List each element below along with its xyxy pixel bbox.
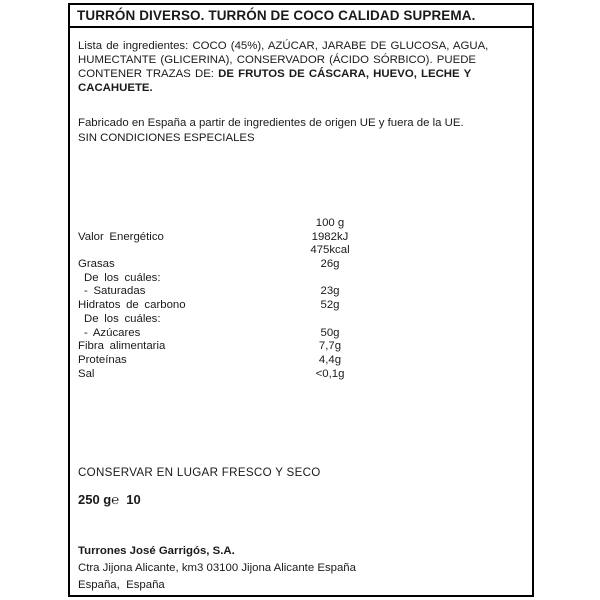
nutrition-row — [70, 244, 532, 258]
nutrition-value: 7,7g — [318, 340, 342, 353]
nutrition-row — [70, 354, 532, 368]
product-title: TURRÓN DIVERSO. TURRÓN DE COCO CALIDAD SUPREMA. — [70, 5, 532, 28]
ingredients-allergens: DE FRUTOS DE CÁSCARA, HUEVO, LECHE Y CACAHUETE. — [78, 68, 476, 94]
nutrition-row — [70, 327, 532, 341]
nutrition-value: 26g — [320, 258, 340, 271]
net-weight: 250 g℮ 10 — [78, 492, 141, 507]
nutrition-label: Proteínas — [78, 353, 127, 366]
nutrition-value: 50g — [320, 326, 340, 339]
nutrition-value: 52g — [320, 299, 340, 312]
nutrition-value: 1982kJ — [311, 230, 349, 243]
nutrition-value: 4,4g — [318, 353, 342, 366]
origin-line: Fabricado en España a partir de ingredientes de origen UE y fuera de la UE. — [78, 117, 464, 129]
manufacturer-address-2: España, España — [78, 578, 165, 591]
nutrition-label: - Saturadas — [84, 285, 146, 298]
nutrition-label: Valor Energético — [78, 230, 164, 243]
nutrition-label: De los cuáles: — [84, 312, 161, 325]
nutrition-value: <0,1g — [315, 367, 345, 380]
nutrition-column-header: 100 g — [315, 217, 345, 229]
ingredients-paragraph — [70, 39, 532, 95]
nutrition-row — [70, 272, 532, 286]
special-conditions: SIN CONDICIONES ESPECIALES — [78, 132, 255, 144]
nutrition-row — [70, 313, 532, 327]
nutrition-label: Fibra alimentaria — [78, 340, 166, 353]
nutrition-table — [70, 217, 532, 381]
manufacturer-block — [70, 543, 356, 593]
manufacturer-address-1: Ctra Jijona Alicante, km3 03100 Jijona Alicante España — [78, 561, 356, 574]
nutrition-label: De los cuáles: — [84, 271, 161, 284]
nutrition-value: 23g — [320, 285, 340, 298]
nutrition-row — [70, 231, 532, 245]
ingredients-text: Lista de ingredientes: COCO (45%), AZÚCAR, JARABE DE GLUCOSA, AGUA, HUMECTANTE (GLICERINA), CONSERVADOR (ÁCIDO SÓRBICO). PUEDE CONTENER TRAZAS DE: — [78, 40, 493, 80]
nutrition-value: 475kcal — [310, 244, 350, 257]
nutrition-label: Grasas — [78, 258, 115, 271]
manufacturer-name: Turrones José Garrigós, S.A. — [78, 545, 235, 557]
nutrition-label: - Azúcares — [84, 326, 141, 339]
origin-statement — [70, 116, 532, 146]
nutrition-row — [70, 285, 532, 299]
product-label-box — [68, 3, 534, 597]
nutrition-row — [70, 368, 532, 382]
nutrition-row — [70, 258, 532, 272]
nutrition-label: Sal — [78, 367, 95, 380]
nutrition-row — [70, 340, 532, 354]
nutrition-row — [70, 299, 532, 313]
nutrition-header-row — [70, 217, 532, 231]
nutrition-label: Hidratos de carbono — [78, 299, 186, 312]
storage-instructions: CONSERVAR EN LUGAR FRESCO Y SECO — [78, 466, 321, 479]
